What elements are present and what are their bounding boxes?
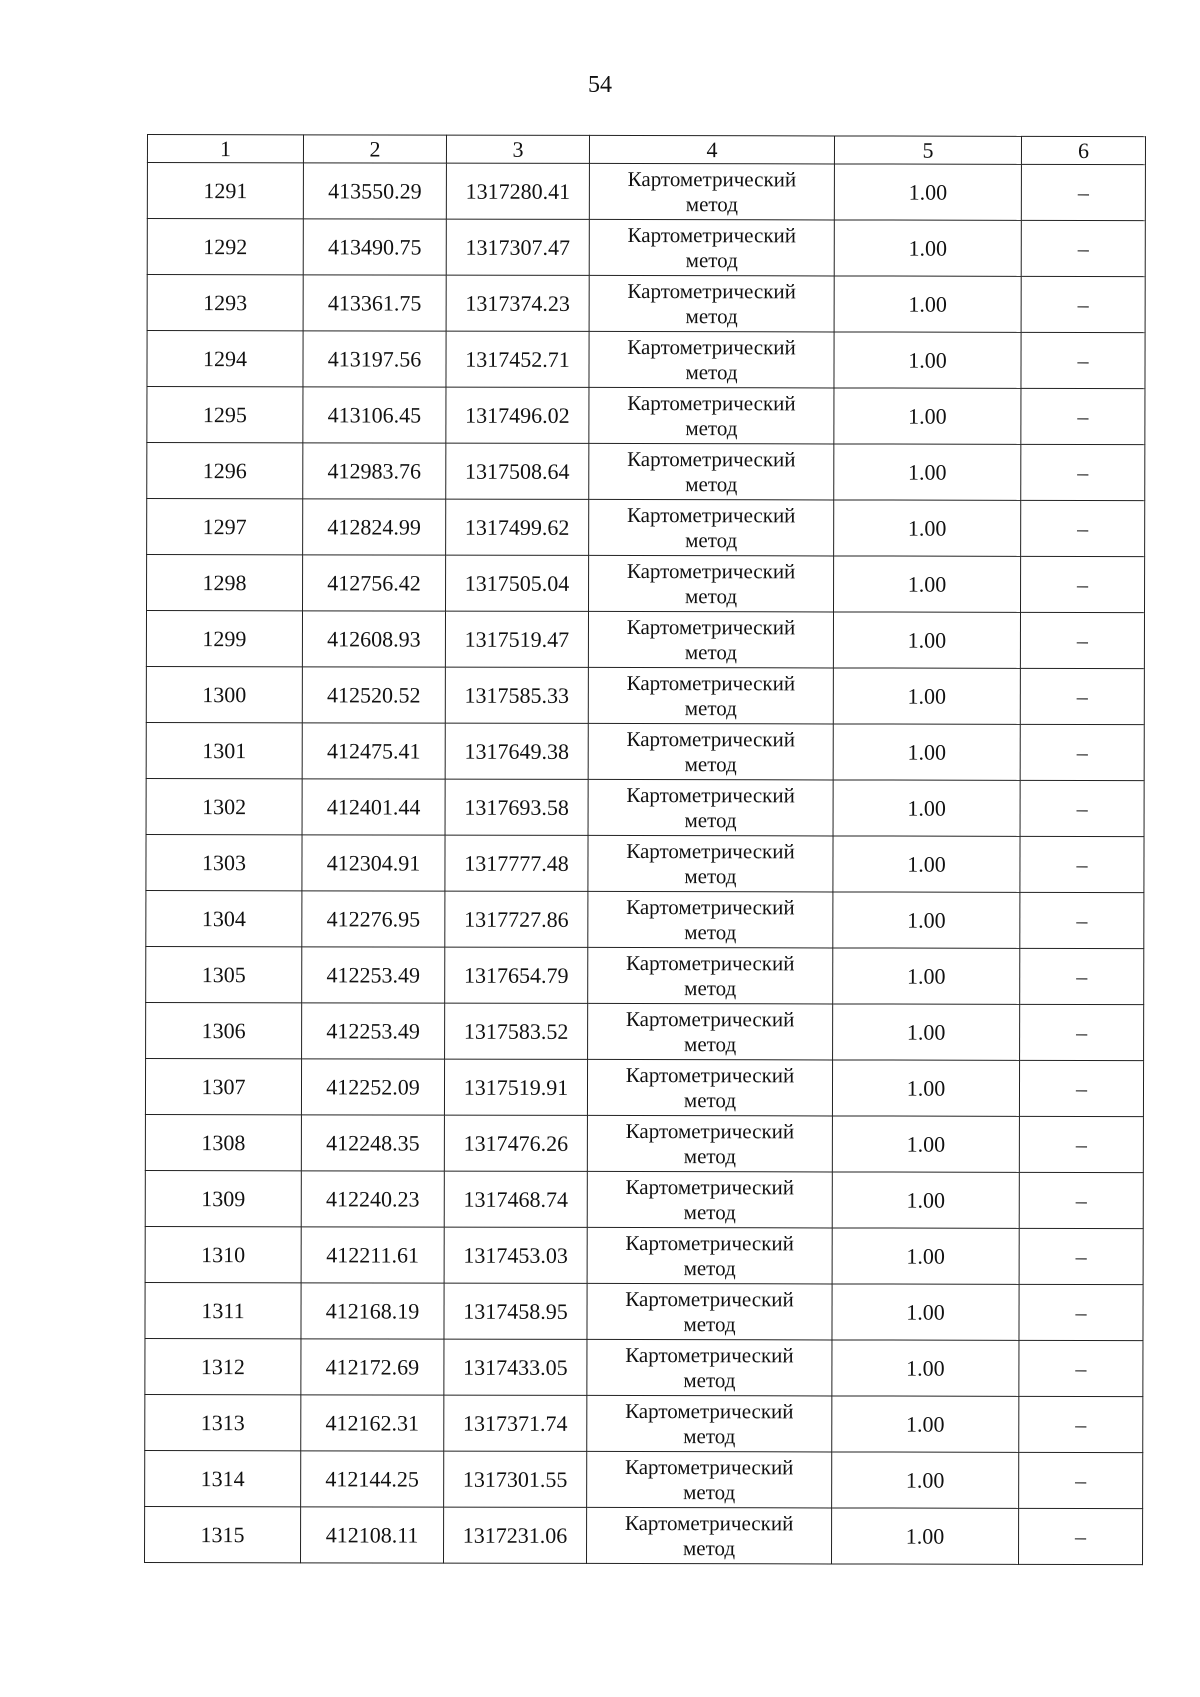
- header-row: [147, 135, 1145, 165]
- x-coordinate-cell: 412211.61: [301, 1227, 444, 1283]
- table-row: [147, 219, 1145, 277]
- method-line-2: метод: [683, 1143, 736, 1168]
- x-coordinate-cell: 413197.56: [303, 331, 446, 387]
- table-row: [147, 331, 1145, 389]
- note-cell: –: [1019, 1340, 1143, 1396]
- method-line-1: Картометрический: [627, 166, 797, 191]
- accuracy-cell: 1.00: [833, 948, 1020, 1004]
- column-header-1: 1: [147, 135, 303, 163]
- note-cell: –: [1020, 1004, 1144, 1060]
- accuracy-cell: 1.00: [834, 164, 1021, 220]
- column-header-4: 4: [589, 135, 834, 164]
- point-number-cell: 1293: [147, 275, 303, 331]
- y-coordinate-cell: 1317468.74: [444, 1171, 587, 1227]
- column-header-3: 3: [446, 135, 589, 163]
- note-cell: –: [1019, 1284, 1143, 1340]
- table-row: [145, 1506, 1143, 1564]
- point-number-cell: 1312: [145, 1338, 301, 1394]
- method-line-1: Картометрический: [626, 670, 796, 695]
- x-coordinate-cell: 412172.69: [301, 1339, 444, 1395]
- accuracy-cell: 1.00: [834, 556, 1021, 612]
- method-line-1: Картометрический: [625, 1398, 794, 1423]
- accuracy-cell: 1.00: [832, 1228, 1019, 1284]
- method-cell: [588, 723, 833, 780]
- method-line-2: метод: [682, 1535, 736, 1560]
- method-cell: [588, 947, 833, 1004]
- accuracy-cell: 1.00: [833, 612, 1020, 668]
- table-row: [147, 387, 1145, 445]
- x-coordinate-cell: 413106.45: [303, 387, 446, 443]
- x-coordinate-cell: 412756.42: [303, 555, 446, 611]
- method-line-2: метод: [684, 863, 737, 888]
- note-cell: –: [1021, 500, 1145, 556]
- method-line-1: Картометрический: [626, 894, 795, 919]
- accuracy-cell: 1.00: [832, 1340, 1019, 1396]
- method-cell: [587, 1115, 832, 1172]
- x-coordinate-cell: 412240.23: [301, 1171, 444, 1227]
- method-line-1: Картометрический: [625, 1062, 795, 1087]
- method-line-1: Картометрический: [627, 446, 796, 471]
- x-coordinate-cell: 412824.99: [303, 499, 446, 555]
- accuracy-cell: 1.00: [834, 220, 1021, 276]
- method-cell: [589, 275, 834, 332]
- method-line-2: метод: [685, 471, 738, 496]
- accuracy-cell: 1.00: [832, 1116, 1019, 1172]
- point-number-cell: 1294: [147, 331, 303, 387]
- accuracy-cell: 1.00: [834, 332, 1021, 388]
- method-cell: [588, 667, 833, 724]
- method-line-2: метод: [683, 1367, 736, 1392]
- accuracy-cell: 1.00: [834, 500, 1021, 556]
- y-coordinate-cell: 1317585.33: [445, 667, 588, 723]
- note-cell: –: [1020, 780, 1144, 836]
- y-coordinate-cell: 1317452.71: [446, 331, 589, 387]
- point-number-cell: 1296: [147, 443, 303, 499]
- table-row: [147, 443, 1145, 501]
- method-line-2: метод: [683, 1199, 736, 1224]
- y-coordinate-cell: 1317374.23: [446, 275, 589, 331]
- method-line-2: метод: [684, 975, 737, 1000]
- note-cell: –: [1019, 1060, 1143, 1116]
- table-row: [145, 1282, 1143, 1340]
- table-row: [146, 666, 1144, 724]
- table-row: [145, 1114, 1143, 1172]
- method-cell: [587, 1227, 832, 1284]
- method-line-1: Картометрический: [626, 614, 796, 639]
- method-line-1: Картометрический: [624, 1510, 794, 1535]
- method-line-1: Картометрический: [625, 1286, 794, 1311]
- method-line-1: Картометрический: [626, 838, 795, 863]
- method-cell: [587, 1395, 832, 1452]
- x-coordinate-cell: 412252.09: [301, 1059, 444, 1115]
- y-coordinate-cell: 1317519.91: [444, 1059, 587, 1115]
- y-coordinate-cell: 1317301.55: [444, 1451, 587, 1507]
- method-cell: [588, 611, 833, 668]
- point-number-cell: 1302: [146, 778, 302, 834]
- table-row: [147, 163, 1145, 221]
- note-cell: –: [1020, 612, 1144, 668]
- note-cell: –: [1019, 1396, 1143, 1452]
- note-cell: –: [1019, 1508, 1143, 1564]
- method-line-1: Картометрический: [626, 950, 795, 975]
- accuracy-cell: 1.00: [833, 780, 1020, 836]
- method-line-2: метод: [683, 1311, 736, 1336]
- method-line-2: метод: [684, 695, 737, 720]
- y-coordinate-cell: 1317505.04: [446, 555, 589, 611]
- method-cell: [589, 443, 834, 500]
- table-header: [147, 135, 1145, 165]
- method-line-2: метод: [683, 1087, 737, 1112]
- method-line-2: метод: [685, 415, 738, 440]
- table-row: [147, 499, 1145, 557]
- column-header-5: 5: [834, 136, 1021, 164]
- note-cell: –: [1020, 668, 1144, 724]
- method-line-1: Картометрический: [627, 334, 796, 359]
- method-line-1: Картометрический: [625, 1342, 794, 1367]
- accuracy-cell: 1.00: [832, 1284, 1019, 1340]
- method-cell: [589, 555, 834, 612]
- accuracy-cell: 1.00: [833, 1004, 1020, 1060]
- method-line-2: метод: [685, 191, 738, 216]
- table-row: [145, 1170, 1143, 1228]
- method-cell: [588, 835, 833, 892]
- point-number-cell: 1309: [145, 1170, 301, 1226]
- point-number-cell: 1315: [145, 1506, 301, 1562]
- method-line-2: метод: [684, 807, 737, 832]
- accuracy-cell: 1.00: [832, 1060, 1019, 1116]
- table-row: [146, 1002, 1144, 1060]
- y-coordinate-cell: 1317654.79: [445, 947, 588, 1003]
- table-row: [146, 834, 1144, 892]
- method-line-1: Картометрический: [627, 390, 796, 415]
- table-body: [145, 163, 1146, 1565]
- x-coordinate-cell: 413361.75: [303, 275, 446, 331]
- x-coordinate-cell: 412608.93: [302, 611, 445, 667]
- method-cell: [587, 1059, 832, 1116]
- method-cell: [588, 891, 833, 948]
- point-number-cell: 1304: [146, 890, 302, 946]
- x-coordinate-cell: 412253.49: [302, 1003, 445, 1059]
- y-coordinate-cell: 1317508.64: [446, 443, 589, 499]
- method-line-1: Картометрический: [627, 278, 796, 303]
- method-line-2: метод: [684, 1031, 737, 1056]
- note-cell: –: [1019, 1228, 1143, 1284]
- point-number-cell: 1306: [146, 1002, 302, 1058]
- method-cell: [589, 331, 834, 388]
- accuracy-cell: 1.00: [834, 444, 1021, 500]
- y-coordinate-cell: 1317231.06: [444, 1507, 587, 1563]
- x-coordinate-cell: 412144.25: [301, 1451, 444, 1507]
- point-number-cell: 1303: [146, 834, 302, 890]
- x-coordinate-cell: 412475.41: [302, 723, 445, 779]
- x-coordinate-cell: 412304.91: [302, 835, 445, 891]
- note-cell: –: [1020, 836, 1144, 892]
- note-cell: –: [1021, 332, 1145, 388]
- accuracy-cell: 1.00: [834, 276, 1021, 332]
- point-number-cell: 1299: [146, 611, 302, 667]
- note-cell: –: [1021, 220, 1145, 276]
- y-coordinate-cell: 1317476.26: [444, 1115, 587, 1171]
- accuracy-cell: 1.00: [832, 1452, 1019, 1508]
- method-cell: [587, 1507, 832, 1564]
- y-coordinate-cell: 1317727.86: [445, 891, 588, 947]
- point-number-cell: 1308: [145, 1114, 301, 1170]
- note-cell: –: [1020, 948, 1144, 1004]
- note-cell: –: [1019, 1116, 1143, 1172]
- page-number: 54: [588, 72, 612, 98]
- method-line-1: Картометрический: [625, 1230, 794, 1255]
- method-cell: [587, 1283, 832, 1340]
- method-line-1: Картометрический: [626, 502, 796, 527]
- method-line-1: Картометрический: [626, 726, 795, 751]
- method-line-2: метод: [683, 1479, 736, 1504]
- x-coordinate-cell: 412253.49: [302, 947, 445, 1003]
- method-line-2: метод: [684, 639, 737, 664]
- note-cell: –: [1019, 1172, 1143, 1228]
- method-cell: [589, 219, 834, 276]
- x-coordinate-cell: 412276.95: [302, 891, 445, 947]
- accuracy-cell: 1.00: [832, 1172, 1019, 1228]
- note-cell: –: [1020, 724, 1144, 780]
- table-row: [145, 1450, 1143, 1508]
- method-line-2: метод: [684, 919, 737, 944]
- method-line-1: Картометрический: [625, 1118, 795, 1143]
- y-coordinate-cell: 1317280.41: [446, 163, 589, 219]
- method-line-2: метод: [684, 583, 738, 608]
- method-line-2: метод: [685, 247, 738, 272]
- method-cell: [589, 499, 834, 556]
- accuracy-cell: 1.00: [833, 836, 1020, 892]
- y-coordinate-cell: 1317649.38: [445, 723, 588, 779]
- x-coordinate-cell: 412983.76: [303, 443, 446, 499]
- method-line-2: метод: [685, 303, 738, 328]
- table-row: [146, 722, 1144, 780]
- x-coordinate-cell: 412520.52: [302, 667, 445, 723]
- table-row: [146, 890, 1144, 948]
- y-coordinate-cell: 1317693.58: [445, 779, 588, 835]
- point-number-cell: 1305: [146, 946, 302, 1002]
- note-cell: –: [1021, 444, 1145, 500]
- x-coordinate-cell: 412168.19: [301, 1283, 444, 1339]
- accuracy-cell: 1.00: [833, 724, 1020, 780]
- method-line-1: Картометрический: [624, 1454, 794, 1479]
- table-row: [145, 1394, 1143, 1452]
- method-cell: [587, 1171, 832, 1228]
- accuracy-cell: 1.00: [833, 892, 1020, 948]
- method-line-2: метод: [685, 359, 738, 384]
- table-row: [147, 275, 1145, 333]
- method-line-1: Картометрический: [625, 1174, 795, 1199]
- x-coordinate-cell: 413550.29: [303, 163, 446, 219]
- method-line-1: Картометрический: [627, 222, 797, 247]
- method-line-2: метод: [684, 751, 737, 776]
- point-number-cell: 1300: [146, 666, 302, 722]
- y-coordinate-cell: 1317583.52: [445, 1003, 588, 1059]
- method-cell: [587, 1339, 832, 1396]
- method-line-1: Картометрический: [625, 1006, 795, 1031]
- method-line-1: Картометрический: [626, 558, 796, 583]
- point-number-cell: 1301: [146, 722, 302, 778]
- note-cell: –: [1021, 276, 1145, 332]
- table-row: [146, 946, 1144, 1004]
- method-cell: [589, 387, 834, 444]
- y-coordinate-cell: 1317499.62: [446, 499, 589, 555]
- x-coordinate-cell: 412248.35: [301, 1115, 444, 1171]
- point-number-cell: 1295: [147, 387, 303, 443]
- y-coordinate-cell: 1317453.03: [444, 1227, 587, 1283]
- accuracy-cell: 1.00: [833, 668, 1020, 724]
- point-number-cell: 1292: [147, 219, 303, 275]
- method-cell: [588, 1003, 833, 1060]
- method-line-2: метод: [683, 1423, 736, 1448]
- accuracy-cell: 1.00: [832, 1396, 1019, 1452]
- note-cell: –: [1019, 1452, 1143, 1508]
- table-row: [145, 1338, 1143, 1396]
- point-number-cell: 1297: [147, 499, 303, 555]
- coordinates-table: [144, 134, 1146, 1565]
- method-cell: [587, 1451, 832, 1508]
- point-number-cell: 1298: [147, 555, 303, 611]
- column-header-2: 2: [303, 135, 446, 163]
- x-coordinate-cell: 412401.44: [302, 779, 445, 835]
- point-number-cell: 1307: [145, 1058, 301, 1114]
- y-coordinate-cell: 1317519.47: [445, 611, 588, 667]
- table-row: [145, 1226, 1143, 1284]
- column-header-6: 6: [1021, 136, 1145, 164]
- note-cell: –: [1021, 556, 1145, 612]
- point-number-cell: 1310: [145, 1226, 301, 1282]
- point-number-cell: 1291: [147, 163, 303, 219]
- table-row: [145, 1058, 1143, 1116]
- y-coordinate-cell: 1317371.74: [444, 1395, 587, 1451]
- table-row: [146, 778, 1144, 836]
- table-row: [147, 555, 1145, 613]
- point-number-cell: 1313: [145, 1394, 301, 1450]
- x-coordinate-cell: 412162.31: [301, 1395, 444, 1451]
- point-number-cell: 1314: [145, 1450, 301, 1506]
- method-line-2: метод: [683, 1255, 736, 1280]
- point-number-cell: 1311: [145, 1282, 301, 1338]
- method-cell: [588, 779, 833, 836]
- method-cell: [589, 163, 834, 220]
- x-coordinate-cell: 413490.75: [303, 219, 446, 275]
- y-coordinate-cell: 1317777.48: [445, 835, 588, 891]
- x-coordinate-cell: 412108.11: [301, 1507, 444, 1563]
- y-coordinate-cell: 1317433.05: [444, 1339, 587, 1395]
- accuracy-cell: 1.00: [834, 388, 1021, 444]
- note-cell: –: [1021, 388, 1145, 444]
- table-row: [146, 611, 1144, 669]
- note-cell: –: [1020, 892, 1144, 948]
- y-coordinate-cell: 1317458.95: [444, 1283, 587, 1339]
- method-line-1: Картометрический: [626, 782, 795, 807]
- y-coordinate-cell: 1317496.02: [446, 387, 589, 443]
- y-coordinate-cell: 1317307.47: [446, 219, 589, 275]
- note-cell: –: [1021, 164, 1145, 220]
- method-line-2: метод: [685, 527, 738, 552]
- accuracy-cell: 1.00: [832, 1508, 1019, 1564]
